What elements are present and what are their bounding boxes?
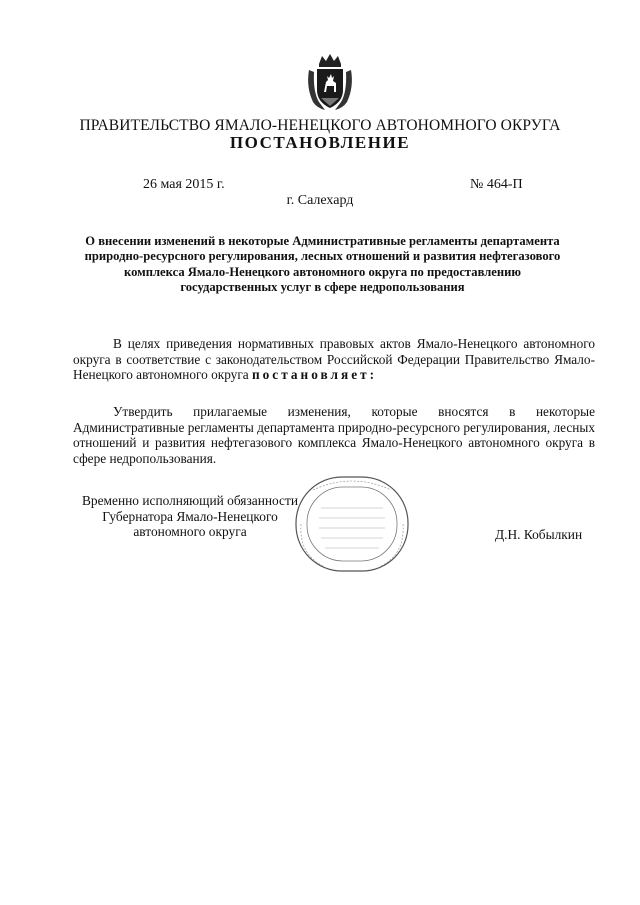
document-subject: О внесении изменений в некоторые Административные регламенты департамента природно-ресурсного регулирования, лесных отношений и развития нефтегазового комплекса Ямало-Ненецкого автономного округа по предоставлению государственных услуг в сфере недропользования	[84, 234, 561, 294]
body-paragraph-1	[73, 336, 595, 383]
signer-position-line-2: Губернатора Ямало-Ненецкого	[102, 508, 278, 524]
document-number: № 464-П	[470, 177, 523, 192]
signer-name: Д.Н. Кобылкин	[495, 527, 583, 542]
body-paragraph-2: Утвердить прилагаемые изменения, которые вносятся в некоторые Административные регламенты департамента природно-ресурсного регулирования, лесных отношений и развития нефтегазового комплекса Ямало-Ненецкого автономного округа в сфере недропользования.	[73, 404, 595, 466]
coat-of-arms-icon	[305, 52, 355, 112]
document-date: 26 мая 2015 г.	[143, 177, 225, 192]
signer-position-line-1: Временно исполняющий обязанности	[81, 493, 299, 508]
body-paragraph-1-text: В целях приведения нормативных правовых актов Ямало-Ненецкого автономного округа в соответствие с законодательством Российской Федерации Правительство Ямало-Ненецкого автономного округа	[73, 336, 595, 383]
government-name: ПРАВИТЕЛЬСТВО ЯМАЛО-НЕНЕЦКОГО АВТОНОМНОГО ОКРУГА	[79, 117, 561, 134]
signer-position-line-3: автономного округа	[133, 524, 247, 539]
document-city: г. Салехард	[286, 193, 354, 208]
decree-keyword: постановляет:	[252, 367, 378, 383]
document-type: ПОСТАНОВЛЕНИЕ	[229, 133, 411, 152]
official-stamp-icon	[293, 474, 411, 574]
signer-position	[70, 493, 310, 540]
